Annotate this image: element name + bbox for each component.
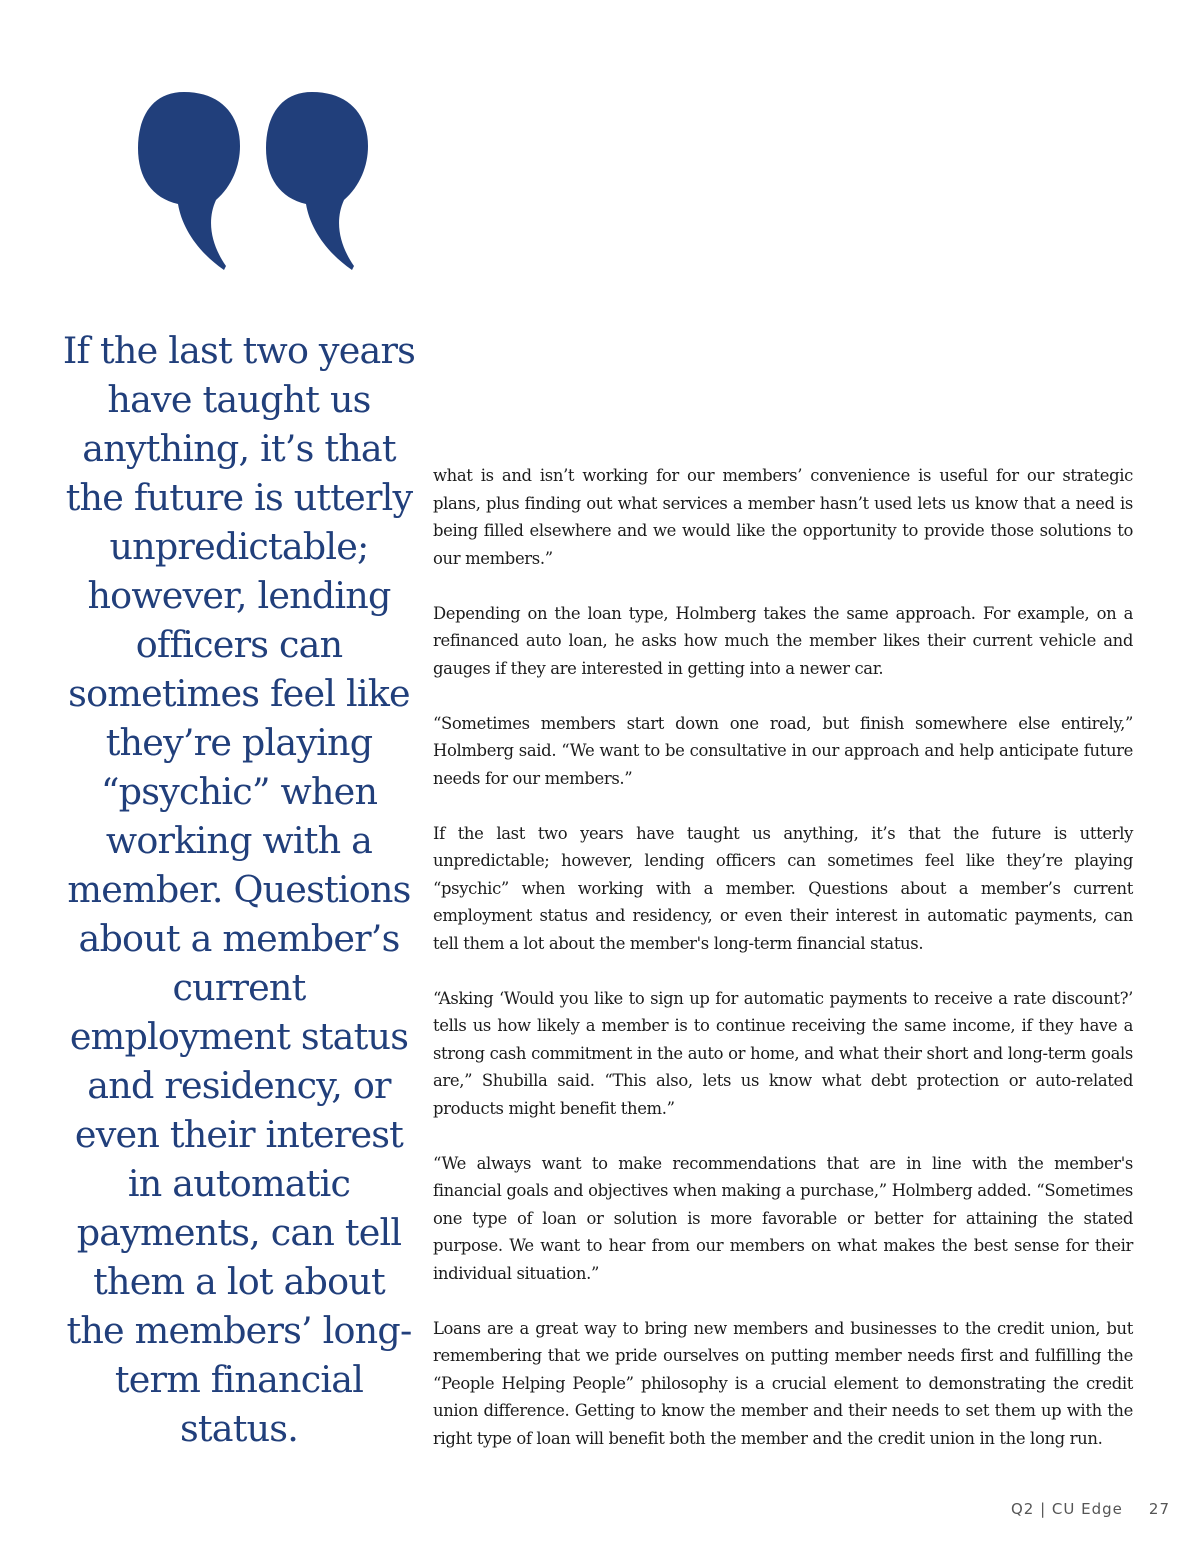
- paragraph-2: Depending on the loan type, Holmberg takes the same approach. For example, on a refinanced auto loan, he asks how much the member likes their current vehicle and gauges if they are interested in getting into a newer car.: [433, 603, 1133, 678]
- paragraph-7: Loans are a great way to bring new members and businesses to the credit union, but remembering that we pride ourselves on putting member needs first and fulfilling the “People Helping People” philosophy is a crucial element to demonstrating the credit union difference. Getting to know the member and their needs to set them up with the right type of loan will benefit both the member and the credit union in the long run.: [433, 1318, 1133, 1448]
- double-quote-icon: [120, 70, 390, 290]
- paragraph-5: “Asking ‘Would you like to sign up for automatic payments to receive a rate discount?’ tells us how likely a member is to continue receiving the same income, if they have a strong cash commitment in the auto or home, and what their short and long-term goals are,” Shubilla said. “This also, lets us know what debt protection or auto-related products might benefit them.”: [433, 988, 1133, 1118]
- page-footer: [1011, 1500, 1170, 1518]
- quote-mark-right: [266, 92, 368, 270]
- article-body: [433, 462, 1133, 1480]
- paragraph-4: If the last two years have taught us anything, it’s that the future is utterly unpredictable; however, lending officers can sometimes feel like they’re playing “psychic” when working with a member. Questions about a member’s current employment status and residency, or even their interest in automatic payments, can tell them a lot about the member's long-term financial status.: [433, 823, 1133, 953]
- quote-mark-left: [138, 92, 240, 270]
- pull-quote: If the last two years have taught us anything, it’s that the future is utterly unpredictable; however, lending officers can sometimes feel like they’re playing “psychic” when working with a member. Questions about a member’s current employment status and residency, or even their interest in automatic payments, can tell them a lot about the members’ long-term financial status.: [62, 329, 416, 1450]
- paragraph-1: what is and isn’t working for our members’ convenience is useful for our strategic plans, plus finding out what services a member hasn’t used lets us know that a need is being filled elsewhere and we would like the opportunity to provide those solutions to our members.”: [433, 466, 1133, 568]
- page-number: 27: [1148, 1500, 1170, 1518]
- paragraph-6: “We always want to make recommendations that are in line with the member's financial goals and objectives when making a purchase,” Holmberg added. “Sometimes one type of loan or solution is more favorable or better for attaining the stated purpose. We want to hear from our members on what makes the best sense for their individual situation.”: [433, 1153, 1133, 1283]
- paragraph-3: “Sometimes members start down one road, but finish somewhere else entirely,” Holmberg said. “We want to be consultative in our approach and help anticipate future needs for our members.”: [433, 713, 1133, 788]
- publication-name: Q2 | CU Edge: [1010, 1500, 1123, 1518]
